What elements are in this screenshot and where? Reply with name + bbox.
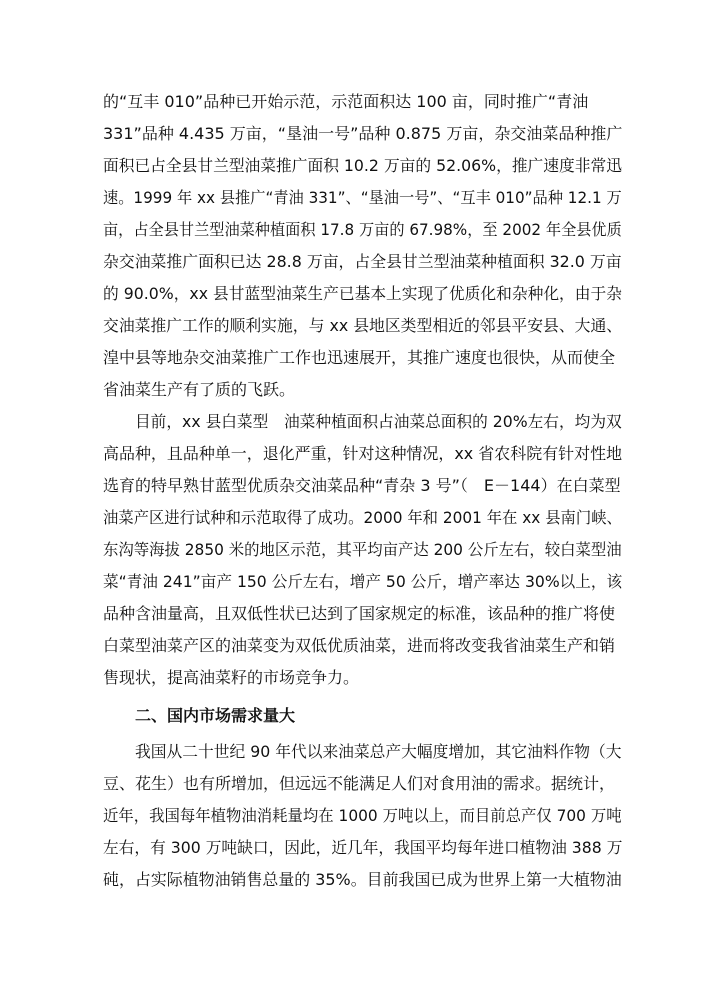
paragraph-3-line: 近年，我国每年植物油消耗量均在 1000 万吨以上，而目前总产仅 700 万吨: [103, 806, 622, 825]
paragraph-3-line: 左右，有 300 万吨缺口，因此，近几年，我国平均每年进口植物油 388 万: [103, 838, 623, 857]
paragraph-2-line: 白菜型油菜产区的油菜变为双低优质油菜，进而将改变我省油菜生产和销: [103, 636, 616, 655]
paragraph-2-line: 高品种，且品种单一，退化严重，针对这种情况，xx 省农科院有针对性地: [103, 444, 623, 463]
paragraph-1-line: 面积已占全县甘兰型油菜推广面积 10.2 万亩的 52.06%，推广速度非常迅: [103, 156, 622, 175]
paragraph-3-line: 我国从二十世纪 90 年代以来油菜总产大幅度增加，其它油料作物（大: [135, 742, 622, 761]
paragraph-2-line: 选育的特早熟甘蓝型优质杂交油菜品种“青杂 3 号”（ E－144）在白菜型: [103, 476, 621, 495]
paragraph-1-line: 交油菜推广工作的顺利实施，与 xx 县地区类型相近的邻县平安县、大通、: [103, 316, 623, 335]
paragraph-2-line: 售现状，提高油菜籽的市场竞争力。: [103, 668, 360, 687]
paragraph-1-line: 的 90.0%，xx 县甘蓝型油菜生产已基本上实现了优质化和杂种化，由于杂: [103, 284, 622, 303]
paragraph-3-line: 豆、花生）也有所增加，但远远不能满足人们对食用油的需求。据统计，: [103, 774, 616, 793]
paragraph-1-line: 速。1999 年 xx 县推广“青油 331”、“垦油一号”、“互丰 010”品种 12.1 万: [103, 188, 622, 207]
paragraph-1-line: 省油菜生产有了质的飞跃。: [103, 380, 296, 399]
paragraph-2-line: 品种含油量高，且双低性状已达到了国家规定的标准，该品种的推广将使: [103, 604, 616, 623]
paragraph-1-line: 杂交油菜推广面积已达 28.8 万亩，占全县甘兰型油菜种植面积 32.0 万亩: [103, 252, 622, 271]
paragraph-2-line: 油菜产区进行试种和示范取得了成功。2000 年和 2001 年在 xx 县南门峡、: [103, 508, 622, 527]
section-heading: 二、国内市场需求量大: [135, 706, 296, 725]
paragraph-1-line: 的“互丰 010”品种已开始示范，示范面积达 100 亩，同时推广“青油: [103, 92, 589, 111]
paragraph-1-line: 亩，占全县甘兰型油菜种植面积 17.8 万亩的 67.98%，至 2002 年全县优质: [103, 220, 622, 239]
paragraph-2-line: 目前，xx 县白菜型 油菜种植面积占油菜总面积的 20%左右，均为双: [135, 412, 622, 431]
paragraph-1-line: 湟中县等地杂交油菜推广工作也迅速展开，其推广速度也很快，从而使全: [103, 348, 616, 367]
paragraph-2-line: 东沟等海拔 2850 米的地区示范，其平均亩产达 200 公斤左右，较白菜型油: [103, 540, 622, 559]
paragraph-3-line: 砘，占实际植物油销售总量的 35%。目前我国已成为世界上第一大植物油: [103, 870, 622, 889]
paragraph-2-line: 菜“青油 241”亩产 150 公斤左右，增产 50 公斤，增产率达 30%以上，该: [103, 572, 623, 591]
paragraph-1-line: 331”品种 4.435 万亩，“垦油一号”品种 0.875 万亩，杂交油菜品种推广: [103, 124, 623, 143]
